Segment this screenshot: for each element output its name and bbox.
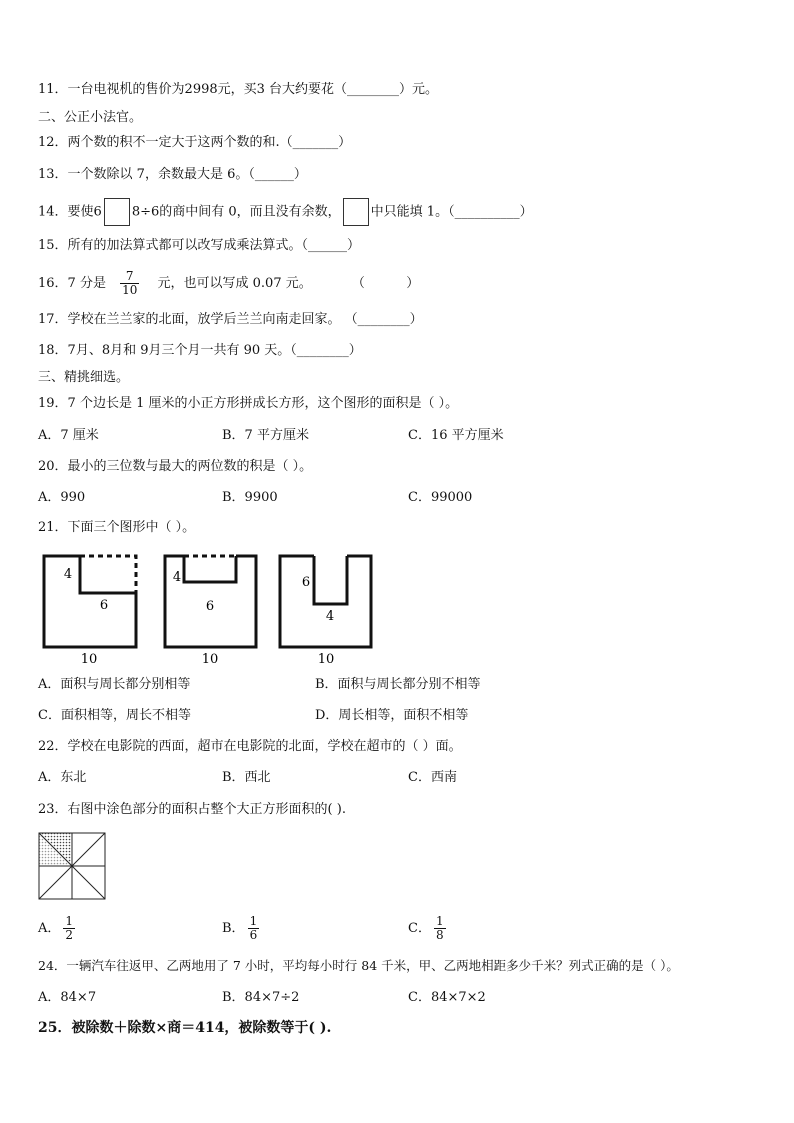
fraction-denominator: 8 <box>435 928 444 942</box>
question-15: 15．所有的加法算式都可以改写成乘法算式。（______） <box>38 238 361 253</box>
question-19: 19．7 个边长是 1 厘米的小正方形拼成长方形，这个图形的面积是（ ）。 <box>38 396 459 411</box>
figure-2-inner-label: 6 <box>205 599 215 614</box>
fraction-one-eighth <box>434 915 446 942</box>
figure-2-cut <box>184 556 236 582</box>
question-21: 21．下面三个图形中（ ）。 <box>38 520 196 535</box>
figure-3-cut <box>314 556 347 604</box>
figure-3-outline <box>280 556 371 647</box>
q24-option-b[interactable]: B．84×7÷2 <box>222 990 300 1005</box>
figure-3-bottom-label: 10 <box>317 652 335 667</box>
q19-option-b[interactable]: B．7 平方厘米 <box>222 428 309 443</box>
q23-option-b-label: B． <box>222 921 245 936</box>
fraction-numerator: 7 <box>125 269 134 283</box>
q20-option-a[interactable]: A．990 <box>38 490 86 505</box>
question-18: 18．7月、8月和 9月三个月一共有 90 天。（________） <box>38 343 362 358</box>
figure-1-bottom-label: 10 <box>80 652 98 667</box>
fraction-numerator: 1 <box>249 914 258 928</box>
q22-option-b[interactable]: B．西北 <box>222 770 271 785</box>
figure-1-outline <box>44 556 136 647</box>
fraction-denominator: 10 <box>122 283 138 297</box>
question-16-part-a: 16．7 分是 <box>38 276 106 291</box>
question-25: 25．被除数＋除数×商＝414，被除数等于( ). <box>38 1020 332 1036</box>
q22-option-c[interactable]: C．西南 <box>408 770 457 785</box>
figure-3-inner-label: 4 <box>325 609 335 624</box>
figure-1-dashed <box>80 556 136 593</box>
section-3-title: 三、精挑细选。 <box>38 370 130 385</box>
figure-1-side-label: 4 <box>63 567 73 582</box>
q24-option-a[interactable]: A．84×7 <box>38 990 97 1005</box>
figure-1-cut <box>80 556 136 593</box>
q23-square-figure <box>38 832 110 900</box>
q21-option-c[interactable]: C．面积相等，周长不相等 <box>38 708 191 723</box>
figure-2-side-label: 4 <box>172 570 182 585</box>
q20-option-b[interactable]: B．9900 <box>222 490 278 505</box>
answer-box[interactable] <box>104 198 130 226</box>
q19-option-c[interactable]: C．16 平方厘米 <box>408 428 504 443</box>
figure-3-side-label: 6 <box>301 575 311 590</box>
question-20: 20．最小的三位数与最大的两位数的积是（ ）。 <box>38 459 313 474</box>
question-14-part-c: 中只能填 1。（__________） <box>370 204 533 220</box>
q23-option-a[interactable] <box>38 913 78 945</box>
answer-box[interactable] <box>343 198 369 226</box>
q21-option-b[interactable]: B．面积与周长都分别不相等 <box>315 677 481 692</box>
question-16-part-b: 元，也可以写成 0.07 元。 <box>157 276 312 291</box>
fraction-one-sixth <box>248 915 260 942</box>
fraction-one-half <box>63 915 75 942</box>
q23-option-c-label: C． <box>408 921 431 936</box>
question-13: 13．一个数除以 7，余数最大是 6。（______） <box>38 167 307 182</box>
question-14-part-a: 14．要使6 <box>38 204 102 220</box>
question-23: 23．右图中涂色部分的面积占整个大正方形面积的( ). <box>38 802 346 817</box>
question-22: 22．学校在电影院的西面，超市在电影院的北面，学校在超市的（ ）面。 <box>38 739 462 754</box>
fraction-numerator: 1 <box>435 914 444 928</box>
q23-option-c[interactable] <box>408 913 449 945</box>
q23-option-a-label: A． <box>38 921 61 936</box>
question-17: 17．学校在兰兰家的北面，放学后兰兰向南走回家。 （________） <box>38 312 423 327</box>
fraction-denominator: 2 <box>65 928 74 942</box>
q21-option-d[interactable]: D．周长相等，面积不相等 <box>315 708 469 723</box>
q24-option-c[interactable]: C．84×7×2 <box>408 990 486 1005</box>
question-24: 24．一辆汽车往返甲、乙两地用了 7 小时，平均每小时行 84 千米，甲、乙两地相距多少千米？列式正确的是（ ）。 <box>38 958 679 973</box>
figure-2-bottom-label: 10 <box>201 652 219 667</box>
section-2-title: 二、公正小法官。 <box>38 110 143 125</box>
q19-option-a[interactable]: A．7 厘米 <box>38 428 99 443</box>
figure-1-inner-label: 6 <box>99 598 109 613</box>
q21-option-a[interactable]: A．面积与周长都分别相等 <box>38 677 191 692</box>
question-16 <box>38 266 419 302</box>
fraction-denominator: 6 <box>249 928 258 942</box>
figure-3 <box>280 556 371 647</box>
q23-option-b[interactable] <box>222 913 262 945</box>
figure-1 <box>44 556 136 647</box>
q21-figures <box>38 550 378 670</box>
question-16-answer: （ ） <box>351 276 420 291</box>
q20-option-c[interactable]: C．99000 <box>408 490 473 505</box>
q22-option-a[interactable]: A．东北 <box>38 770 87 785</box>
fraction-numerator: 1 <box>65 914 74 928</box>
question-14-part-b: 8÷6的商中间有 0，而且没有余数， <box>131 204 341 220</box>
question-12: 12．两个数的积不一定大于这两个数的和.（_______） <box>38 135 352 150</box>
question-14 <box>38 198 533 227</box>
question-11: 11．一台电视机的售价为2998元，买3 台大约要花（________）元。 <box>38 82 439 97</box>
fraction-seven-tenths <box>120 270 139 297</box>
